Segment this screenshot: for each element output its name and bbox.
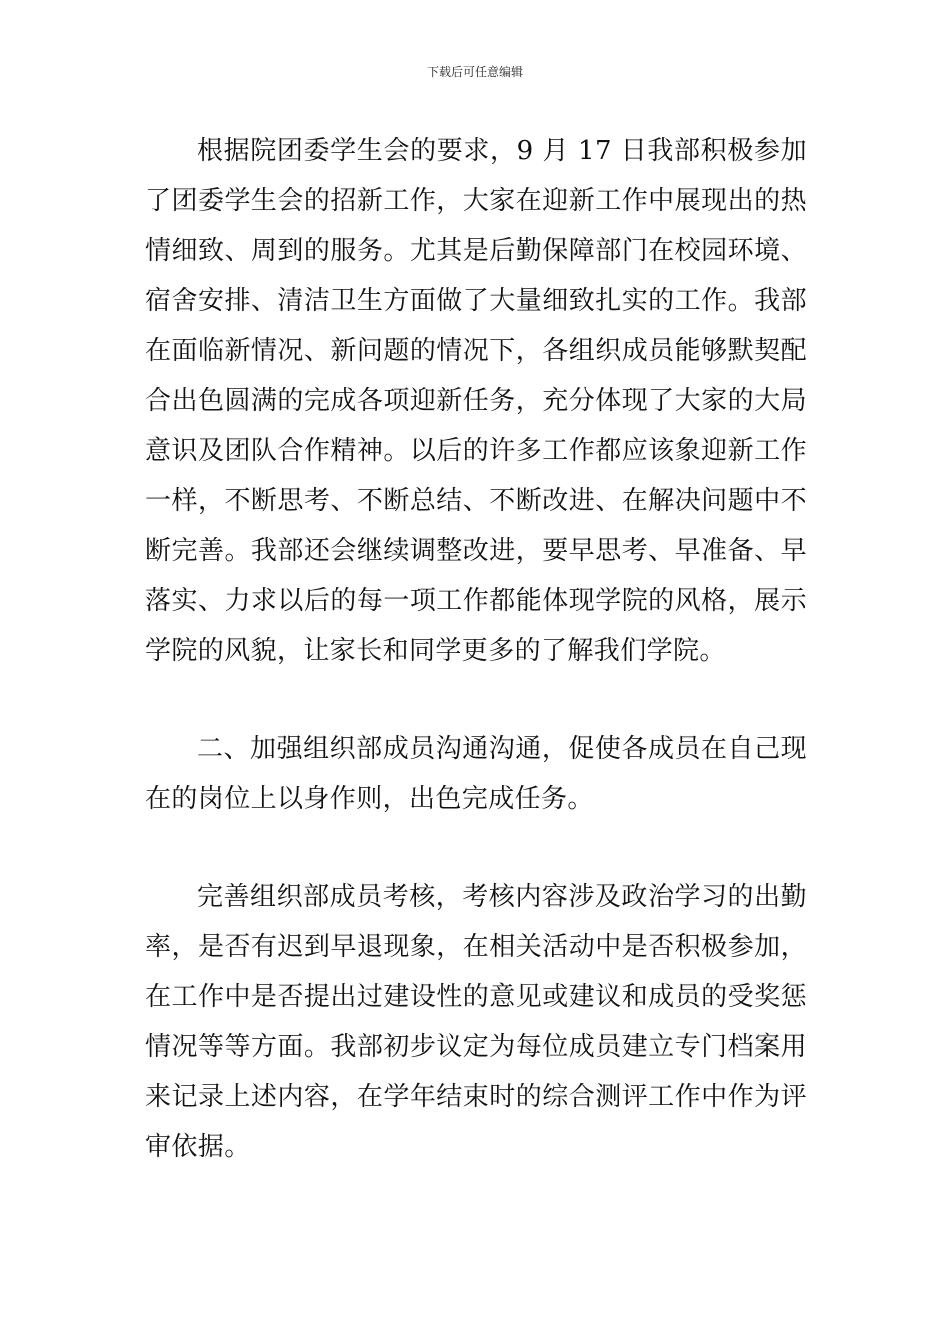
page-header: 下载后可任意编辑	[426, 65, 523, 79]
paragraph-recruitment-work: 根据院团委学生会的要求，9 月 17 日我部积极参加了团委学生会的招新工作，大家在迎新工作中展现出的热情细致、周到的服务。尤其是后勤保障部门在校园环境、宿舍安排、清洁卫生方面做了大量细致扎实的工作。我部在面临新情况、新问题的情况下，各组织成员能够默契配合出色圆满的完成各项迎新任务，充分体现了大家的大局意识及团队合作精神。以后的许多工作都应该象迎新工作一样，不断思考、不断总结、不断改进、在解决问题中不断完善。我部还会继续调整改进，要早思考、早准备、早落实、力求以后的每一项工作都能体现学院的风格，展示学院的风貌，让家长和同学更多的了解我们学院。	[145, 136, 807, 666]
paragraph-member-assessment: 完善组织部成员考核，考核内容涉及政治学习的出勤率，是否有迟到早退现象，在相关活动中是否积极参加，在工作中是否提出过建设性的意见或建议和成员的受奖惩情况等等方面。我部初步议定为每位成员建立专门档案用来记录上述内容，在学年结束时的综合测评工作中作为评审依据。	[145, 882, 807, 1162]
paragraph-section-two-heading: 二、加强组织部成员沟通沟通，促使各成员在自己现在的岗位上以身作则，出色完成任务。	[145, 734, 807, 814]
document-body	[145, 126, 807, 1172]
